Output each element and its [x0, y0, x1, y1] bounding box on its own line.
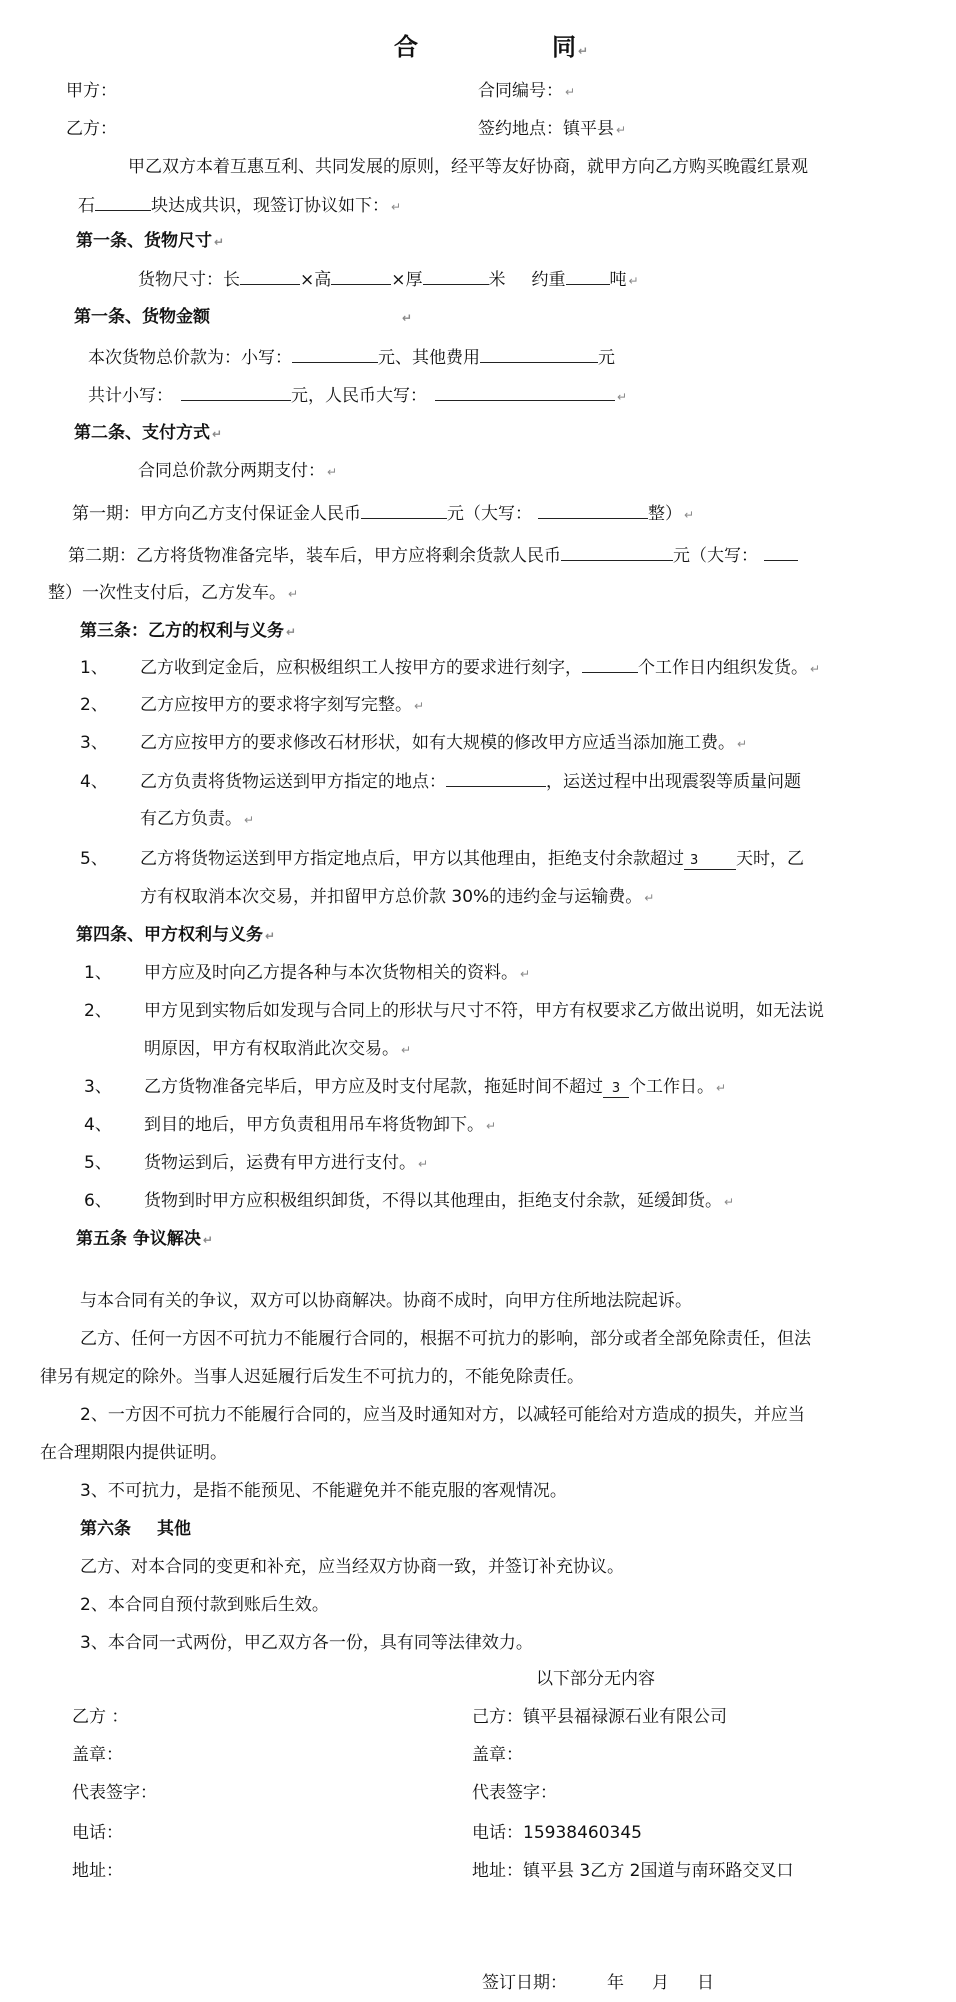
sign-place-text: 签约地点：镇平县: [478, 119, 614, 139]
paragraph-mark-icon: ↵: [202, 1233, 213, 1247]
dispute-paragraph-1: 与本合同有关的争议，双方可以协商解决。协商不成时，向甲方住所地法院起诉。: [80, 1291, 692, 1311]
dispute-paragraph-3-line-2: 在合理期限内提供证明。: [40, 1443, 227, 1463]
item-text-a: 甲方见到实物后如发现与合同上的形状与尺寸不符，甲方有权要求乙方做出说明，如无法说: [144, 1001, 824, 1021]
art3-item-2: [80, 694, 424, 717]
other-paragraph-3: 3、本合同一式两份，甲乙双方各一份，具有同等法律效力。: [80, 1633, 533, 1653]
phase-2-text-b: 元（大写：: [673, 546, 758, 566]
other-fee-blank[interactable]: [480, 346, 598, 363]
size-text-meter: 米: [488, 270, 506, 290]
phase-1-text-b: 元（大写：: [447, 504, 532, 524]
sig-right-phone: 电话：15938460345: [472, 1823, 642, 1843]
party-b-label: 乙方：: [66, 119, 117, 139]
article-5-heading-text: 第五条 争议解决: [76, 1229, 201, 1249]
paragraph-mark-icon: ↵: [265, 929, 276, 943]
title-right-text: 同: [552, 33, 576, 61]
payment-intro-text: 合同总价款分两期支付：: [138, 461, 325, 481]
dispute-paragraph-2-line-1: 乙方、任何一方因不可抗力不能履行合同的，根据不可抗力的影响，部分或者全部免除责任，但法: [80, 1329, 811, 1349]
phase-2-text-a: 第二期：乙方将货物准备完毕，装车后，甲方应将剩余货款人民币: [68, 546, 561, 566]
other-paragraph-2: 2、本合同自预付款到账后生效。: [80, 1595, 329, 1615]
article-1-heading-text: 第一条、货物尺寸: [76, 231, 212, 251]
size-text-length: 货物尺寸：长: [138, 270, 240, 290]
phase-2-text-c: 整）一次性支付后，乙方发车。: [48, 583, 286, 603]
article-3-heading-text: 第三条：乙方的权利与义务: [80, 621, 284, 641]
item-number: 6、: [84, 1191, 112, 1211]
sum-line: [88, 384, 627, 408]
paragraph-mark-icon: ↵: [616, 123, 627, 137]
paragraph-mark-icon: ↵: [565, 85, 576, 99]
paragraph-mark-icon: ↵: [327, 465, 338, 479]
item-text-a: 货物到时甲方应积极组织卸货，不得以其他理由，拒绝支付余款，延缓卸货。: [144, 1191, 722, 1211]
sig-right-seal: 盖章：: [472, 1745, 523, 1765]
sign-date-month: 月: [652, 1973, 669, 1993]
item-text-a: 乙方应按甲方的要求修改石材形状，如有大规模的修改甲方应适当添加施工费。: [140, 733, 735, 753]
paragraph-mark-icon: ↵: [578, 44, 589, 58]
sig-right-address: 地址：镇平县 3乙方 2国道与南环路交叉口: [472, 1861, 794, 1881]
dispute-paragraph-4: 3、不可抗力，是指不能预见、不能避免并不能克服的客观情况。: [80, 1481, 567, 1501]
item-text-a: 乙方收到定金后，应积极组织工人按甲方的要求进行刻字，: [140, 658, 582, 678]
size-text-ton: 吨: [609, 270, 627, 290]
total-text-a: 本次货物总价款为：小写：: [88, 348, 292, 368]
article-2-heading-text: 第二条、支付方式: [74, 423, 210, 443]
paragraph-mark-icon: ↵: [644, 891, 655, 905]
intro-line-1: 甲乙双方本着互惠互利、共同发展的原则，经平等友好协商，就甲方向乙方购买晚霞红景观: [128, 157, 808, 177]
paragraph-mark-icon: ↵: [628, 274, 639, 288]
sign-date: [482, 1972, 714, 1994]
sig-left-phone: 电话：: [72, 1823, 123, 1843]
paragraph-mark-icon: ↵: [684, 508, 695, 522]
article-6-heading: [80, 1518, 191, 1540]
item-number: 2、: [80, 695, 108, 715]
item-text-b: ，运送过程中出现震裂等质量问题: [546, 772, 801, 792]
balance-amount-blank[interactable]: [561, 544, 673, 561]
paragraph-mark-icon: ↵: [724, 1195, 735, 1209]
total-price-line: [88, 346, 615, 369]
paragraph-mark-icon: ↵: [286, 625, 297, 639]
no-content-note: 以下部分无内容: [536, 1669, 655, 1689]
art4-item-2: [84, 1000, 824, 1022]
sig-left-rep: 代表签字：: [72, 1783, 157, 1803]
article-4-heading-text: 第四条、甲方权利与义务: [76, 925, 263, 945]
art4-item-2-cont: [144, 1038, 411, 1061]
intro-line-2: [78, 194, 401, 218]
item-number: 1、: [80, 658, 108, 678]
total-text-c: 元: [598, 348, 615, 368]
size-text-weight: 约重: [531, 270, 566, 290]
payment-phase-2-line-2: [48, 582, 298, 605]
other-paragraph-1: 乙方、对本合同的变更和补充，应当经双方协商一致，并签订补充协议。: [80, 1557, 624, 1577]
total-small-blank[interactable]: [292, 346, 378, 363]
deposit-capital-blank[interactable]: [538, 502, 648, 519]
size-line: [138, 268, 639, 292]
party-a-label: 甲方：: [66, 81, 117, 101]
sum-capital-blank[interactable]: [435, 384, 615, 401]
sig-left-seal: 盖章：: [72, 1745, 123, 1765]
art4-item-1: [84, 962, 530, 985]
phase-1-text-a: 第一期：甲方向乙方支付保证金人民币: [72, 504, 361, 524]
contract-no-text: 合同编号：: [478, 81, 563, 101]
payment-phase-2-line-1: [68, 544, 798, 567]
payment-phase-1: [72, 502, 694, 526]
article-1b-heading-text: 第一条、货物金额: [74, 307, 210, 327]
title-left-char: 合: [394, 33, 418, 61]
paragraph-mark-icon: ↵: [520, 967, 531, 981]
item-text-b: 天时，乙: [736, 849, 804, 869]
intro-text-b: 块达成共识，现签订协议如下：: [151, 196, 389, 216]
item-number: 5、: [84, 1153, 112, 1173]
item-number: 2、: [84, 1001, 112, 1021]
sign-date-label: 签订日期：: [482, 1973, 567, 1993]
item-text-a: 到目的地后，甲方负责租用吊车将货物卸下。: [144, 1115, 484, 1135]
sum-text-a: 共计小写：: [88, 386, 173, 406]
deposit-amount-blank[interactable]: [361, 502, 447, 519]
weight-blank[interactable]: [566, 268, 610, 285]
item-text-b: 个工作日内组织发货。: [638, 658, 808, 678]
article-3-heading: [80, 620, 296, 643]
paragraph-mark-icon: ↵: [486, 1119, 497, 1133]
art3-item-1: [80, 656, 820, 680]
working-days-filled-value[interactable]: 3: [603, 1081, 629, 1098]
paragraph-mark-icon: ↵: [617, 390, 628, 404]
item-number: 3、: [84, 1077, 112, 1097]
quantity-blank[interactable]: [95, 194, 151, 211]
sign-place-label: [478, 118, 626, 141]
art3-item-4: [80, 770, 801, 793]
size-text-height: ×高: [300, 270, 332, 290]
size-text-thickness: ×厚: [391, 270, 423, 290]
paragraph-mark-icon: ↵: [414, 699, 425, 713]
item-text-c: 有乙方负责。: [140, 809, 242, 829]
paragraph-mark-icon: ↵: [214, 235, 225, 249]
sum-small-blank[interactable]: [181, 384, 291, 401]
item-text-c: 明原因，甲方有权取消此次交易。: [144, 1039, 399, 1059]
total-text-b: 元、其他费用: [378, 348, 480, 368]
paragraph-mark-icon: ↵: [402, 311, 413, 325]
paragraph-mark-icon: ↵: [244, 813, 255, 827]
item-number: 4、: [80, 772, 108, 792]
art3-item-3: [80, 732, 747, 755]
paragraph-mark-icon: ↵: [716, 1081, 727, 1095]
length-blank[interactable]: [240, 268, 300, 285]
article-6-heading-b: 其他: [157, 1519, 191, 1539]
item-text-a: 乙方将货物运送到甲方指定地点后，甲方以其他理由，拒绝支付余款超过: [140, 849, 684, 869]
article-1-heading: [76, 230, 224, 253]
paragraph-mark-icon: ↵: [401, 1043, 412, 1057]
article-6-heading-a: 第六条: [80, 1519, 131, 1539]
art4-item-4: [84, 1114, 496, 1137]
article-2-heading: [74, 422, 222, 445]
contract-no-label: [478, 80, 575, 103]
sign-date-year: 年: [607, 1973, 624, 1993]
item-number: 3、: [80, 733, 108, 753]
article-5-heading: [76, 1228, 213, 1251]
sig-left-address: 地址：: [72, 1861, 123, 1881]
item-text-b: 个工作日。: [629, 1077, 714, 1097]
art4-item-3: [84, 1076, 726, 1099]
payment-intro: [138, 460, 337, 483]
paragraph-mark-icon: ↵: [391, 200, 402, 214]
item-number: 1、: [84, 963, 112, 983]
item-text-a: 乙方货物准备完毕后，甲方应及时支付尾款，拖延时间不超过: [144, 1077, 603, 1097]
article-4-heading: [76, 924, 275, 947]
item-text-a: 货物运到后，运费有甲方进行支付。: [144, 1153, 416, 1173]
item-text-a: 乙方负责将货物运送到甲方指定的地点：: [140, 772, 446, 792]
phase-1-text-c: 整）: [648, 504, 682, 524]
article-1b-heading: [74, 306, 412, 329]
working-days-blank[interactable]: [582, 656, 638, 673]
thickness-blank[interactable]: [423, 268, 489, 285]
paragraph-mark-icon: ↵: [418, 1157, 429, 1171]
sig-right-rep: 代表签字：: [472, 1783, 557, 1803]
paragraph-mark-icon: ↵: [212, 427, 223, 441]
art3-item-4-cont: [140, 808, 254, 831]
delivery-place-blank[interactable]: [446, 770, 546, 787]
sum-text-b: 元，人民币大写：: [291, 386, 427, 406]
item-text-a: 甲方应及时向乙方提各种与本次货物相关的资料。: [144, 963, 518, 983]
art4-item-6: [84, 1190, 734, 1213]
sig-right-party: 己方：镇平县福禄源石业有限公司: [472, 1707, 727, 1727]
height-blank[interactable]: [331, 268, 391, 285]
sig-left-party: 乙方 ：: [72, 1707, 129, 1727]
balance-capital-blank[interactable]: [764, 544, 798, 561]
item-text-c: 方有权取消本次交易，并扣留甲方总价款 30%的违约金与运输费。: [140, 887, 643, 907]
dispute-paragraph-3-line-1: 2、一方因不可抗力不能履行合同的，应当及时通知对方，以减轻可能给对方造成的损失，并应当: [80, 1405, 805, 1425]
intro-text-a: 石: [78, 196, 95, 216]
paragraph-mark-icon: ↵: [810, 662, 821, 676]
art3-item-5-cont: [140, 886, 654, 909]
dispute-paragraph-2-line-2: 律另有规定的除外。当事人迟延履行后发生不可抗力的，不能免除责任。: [40, 1367, 584, 1387]
art4-item-5: [84, 1152, 428, 1175]
item-number: 5、: [80, 849, 108, 869]
sign-date-day: 日: [697, 1973, 714, 1993]
item-text-a: 乙方应按甲方的要求将字刻写完整。: [140, 695, 412, 715]
title-right-char: [552, 33, 589, 62]
art3-item-5: [80, 848, 804, 870]
paragraph-mark-icon: ↵: [737, 737, 748, 751]
days-filled-value[interactable]: 3: [684, 853, 736, 870]
item-number: 4、: [84, 1115, 112, 1135]
paragraph-mark-icon: ↵: [288, 587, 299, 601]
